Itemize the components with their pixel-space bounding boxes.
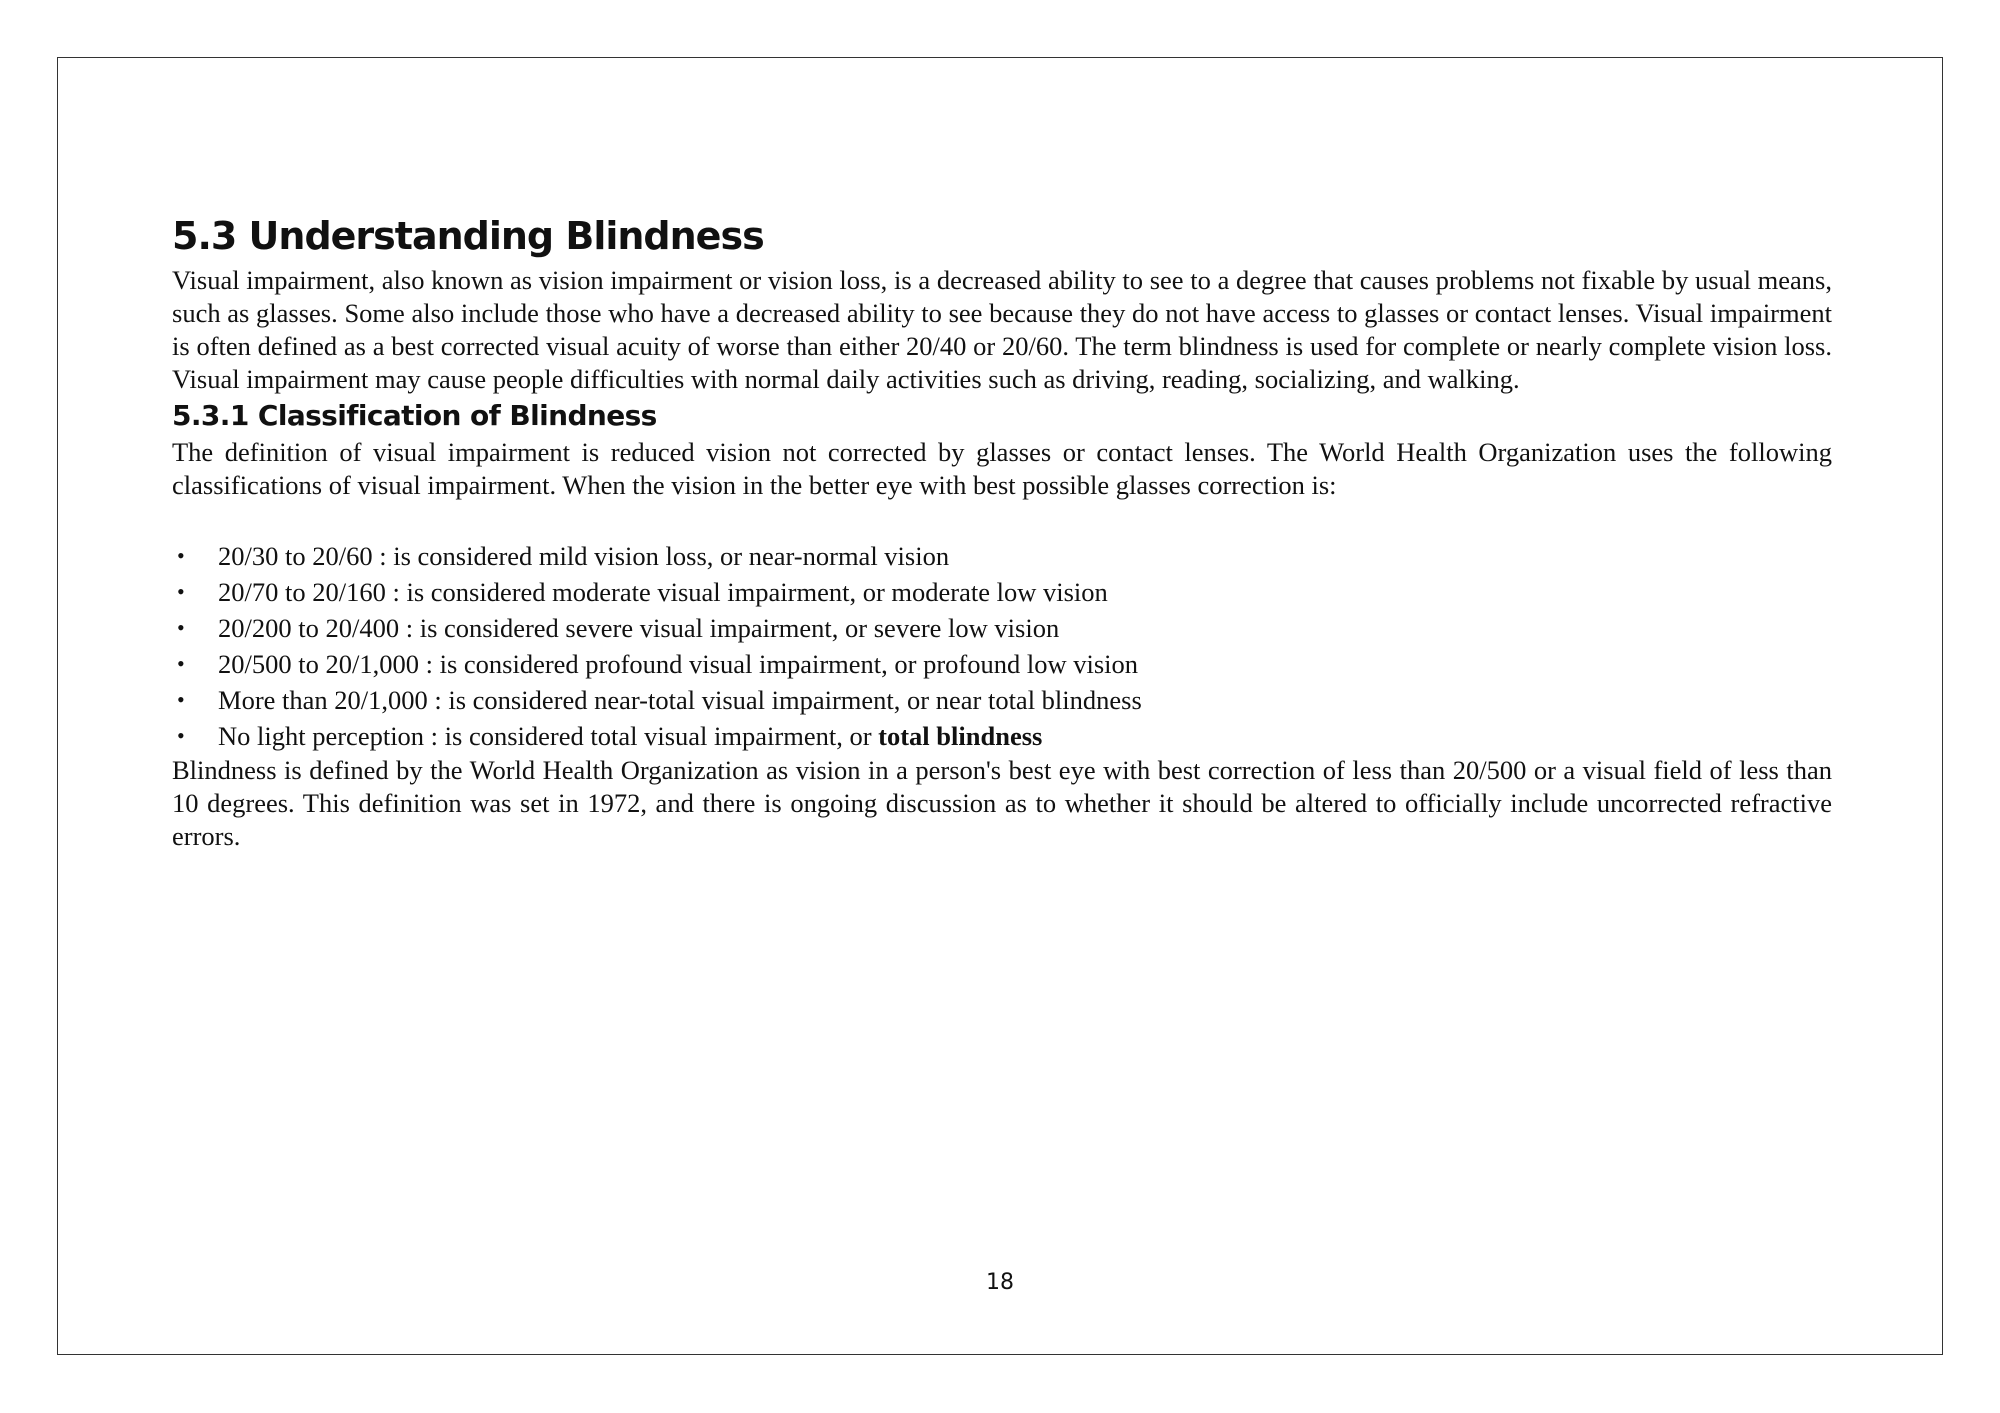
bullet-icon: • xyxy=(177,687,185,712)
list-item xyxy=(172,538,1832,574)
page-number: 18 xyxy=(986,1270,1014,1295)
page-content xyxy=(172,208,1832,853)
list-item xyxy=(172,718,1832,754)
list-item-text: 20/70 to 20/160 : is considered moderate visual impairment, or moderate low vision xyxy=(218,577,1108,607)
who-definition-paragraph: Blindness is defined by the World Health Organization as vision in a person's best eye with best correction of less than 20/500 or a visual field of less than 10 degrees. This definition was set in 1972, and there is ongoing discussion as to whether it should be altered to officially include uncorrected refractive errors. xyxy=(172,755,1832,851)
list-item-text: 20/30 to 20/60 : is considered mild vision loss, or near-normal vision xyxy=(218,541,950,571)
bullet-icon: • xyxy=(177,543,185,568)
list-item xyxy=(172,610,1832,646)
list-item-text: 20/500 to 20/1,000 : is considered profound visual impairment, or profound low vision xyxy=(218,649,1139,679)
classification-list xyxy=(172,538,1832,754)
bullet-icon: • xyxy=(177,651,185,676)
bullet-icon: • xyxy=(177,723,185,748)
list-item-text: 20/200 to 20/400 : is considered severe visual impairment, or severe low vision xyxy=(218,613,1060,643)
list-item-text: More than 20/1,000 : is considered near-total visual impairment, or near total blindness xyxy=(218,685,1142,715)
bullet-icon: • xyxy=(177,615,185,640)
bullet-icon: • xyxy=(177,579,185,604)
list-item xyxy=(172,646,1832,682)
list-item xyxy=(172,574,1832,610)
list-item-bold-term: total blindness xyxy=(878,721,1043,751)
definition-paragraph: The definition of visual impairment is reduced vision not corrected by glasses or contact lenses. The World Health Organization uses the following classifications of visual impairment. When the vision in the better eye with best possible glasses correction is: xyxy=(172,437,1832,500)
section-title: 5.3 Understanding Blindness xyxy=(172,214,764,258)
intro-paragraph: Visual impairment, also known as vision impairment or vision loss, is a decreased ability to see to a degree that causes problems not fixable by usual means, such as glasses. Some also include those who have a decreased ability to see because they do not have access to glasses or contact lenses. Visual impairment is often defined as a best corrected visual acuity of worse than either 20/40 or 20/60. The term blindness is used for complete or nearly complete vision loss. Visual impairment may cause people difficulties with normal daily activities such as driving, reading, socializing, and walking. xyxy=(172,265,1832,394)
subsection-title: 5.3.1 Classification of Blindness xyxy=(172,399,657,432)
list-item xyxy=(172,682,1832,718)
list-item-text: No light perception : is considered total visual impairment, or xyxy=(218,721,879,751)
